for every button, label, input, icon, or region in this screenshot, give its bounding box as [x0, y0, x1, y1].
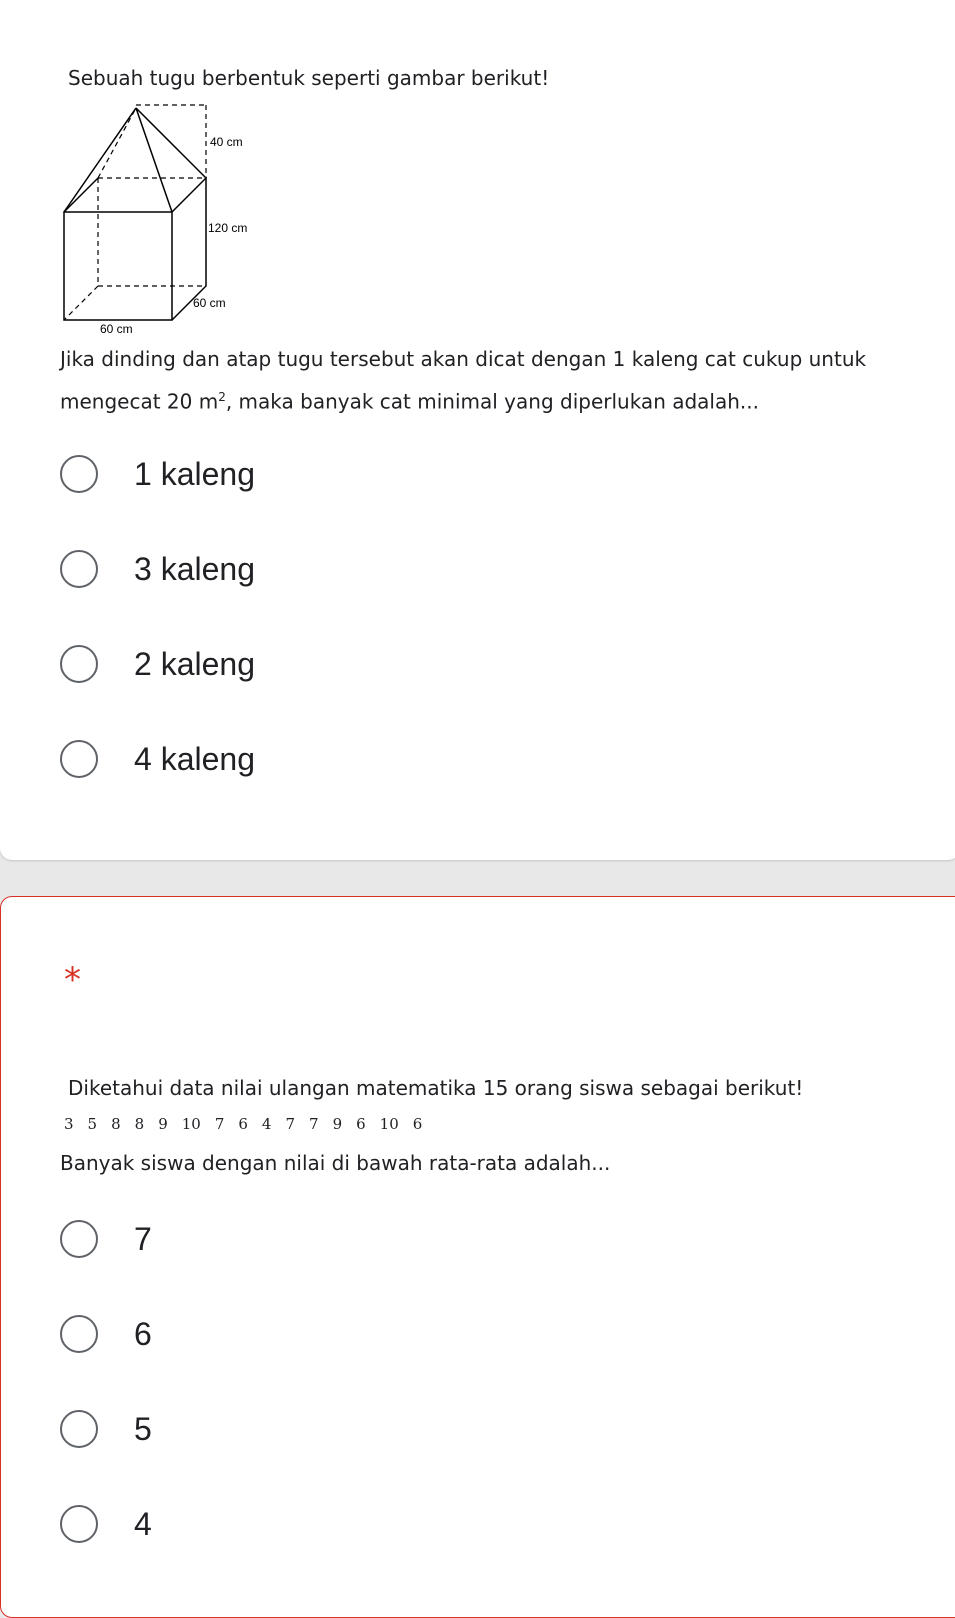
score-value: 7	[285, 1115, 296, 1133]
question-1-title: Sebuah tugu berbentuk seperti gambar berikut!	[68, 66, 550, 90]
cube-front-face	[64, 212, 172, 320]
score-value: 10	[181, 1115, 201, 1133]
radio-icon[interactable]	[60, 455, 98, 493]
radio-icon[interactable]	[60, 1505, 98, 1543]
radio-icon[interactable]	[60, 550, 98, 588]
radio-icon[interactable]	[60, 645, 98, 683]
label-cube-height: 120 cm	[208, 221, 248, 235]
score-value: 9	[158, 1115, 168, 1133]
q1-option-2-label: 3 kaleng	[134, 550, 255, 587]
score-value: 6	[356, 1115, 366, 1133]
q2-option-4-label: 4	[134, 1505, 152, 1542]
question-1-line-2: mengecat 20 $m^2$, maka banyak cat minimal yang diperlukan adalah...	[60, 389, 759, 414]
q2-option-2-label: 6	[134, 1315, 152, 1352]
label-pyramid-height: 40 cm	[210, 135, 243, 149]
required-asterisk: *	[64, 960, 81, 1000]
q1-option-4[interactable]	[60, 737, 255, 781]
score-value: 8	[134, 1115, 145, 1133]
score-value: 6	[238, 1115, 248, 1133]
q2-option-2[interactable]	[60, 1312, 152, 1356]
question-1-line-1: Jika dinding dan atap tugu tersebut akan dicat dengan 1 kaleng cat cukup untuk	[60, 347, 867, 371]
q1-option-1[interactable]	[60, 452, 255, 496]
radio-icon[interactable]	[60, 1410, 98, 1448]
q1-option-3-label: 2 kaleng	[134, 645, 255, 682]
score-value: 7	[309, 1115, 319, 1133]
question-2-text: Banyak siswa dengan nilai di bawah rata-rata adalah...	[60, 1151, 611, 1175]
score-value: 8	[111, 1115, 121, 1133]
question-2-title: Diketahui data nilai ulangan matematika 15 orang siswa sebagai berikut!	[68, 1076, 804, 1100]
label-width: 60 cm	[100, 322, 133, 336]
q1-option-4-label: 4 kaleng	[134, 740, 255, 777]
pyramid-edge	[64, 108, 136, 212]
score-value: 7	[214, 1115, 225, 1133]
radio-icon[interactable]	[60, 1220, 98, 1258]
question-1-text	[60, 340, 930, 421]
q1-option-3[interactable]	[60, 642, 255, 686]
q2-option-4[interactable]	[60, 1502, 152, 1546]
score-value: 10	[379, 1115, 399, 1133]
q1-option-1-label: 1 kaleng	[134, 455, 255, 492]
radio-icon[interactable]	[60, 740, 98, 778]
label-depth: 60 cm	[193, 296, 226, 310]
score-value: 5	[87, 1115, 98, 1133]
score-value: 9	[332, 1115, 343, 1133]
monument-diagram	[58, 100, 278, 345]
q2-option-1[interactable]	[60, 1217, 152, 1261]
q1-option-2[interactable]	[60, 547, 255, 591]
score-value: 6	[412, 1115, 423, 1133]
q2-option-3[interactable]	[60, 1407, 152, 1451]
q2-option-1-label: 7	[134, 1220, 152, 1257]
q2-option-3-label: 5	[134, 1410, 152, 1447]
score-data-list	[64, 1115, 436, 1133]
score-value: 4	[261, 1115, 272, 1133]
radio-icon[interactable]	[60, 1315, 98, 1353]
score-value: 3	[64, 1115, 74, 1133]
